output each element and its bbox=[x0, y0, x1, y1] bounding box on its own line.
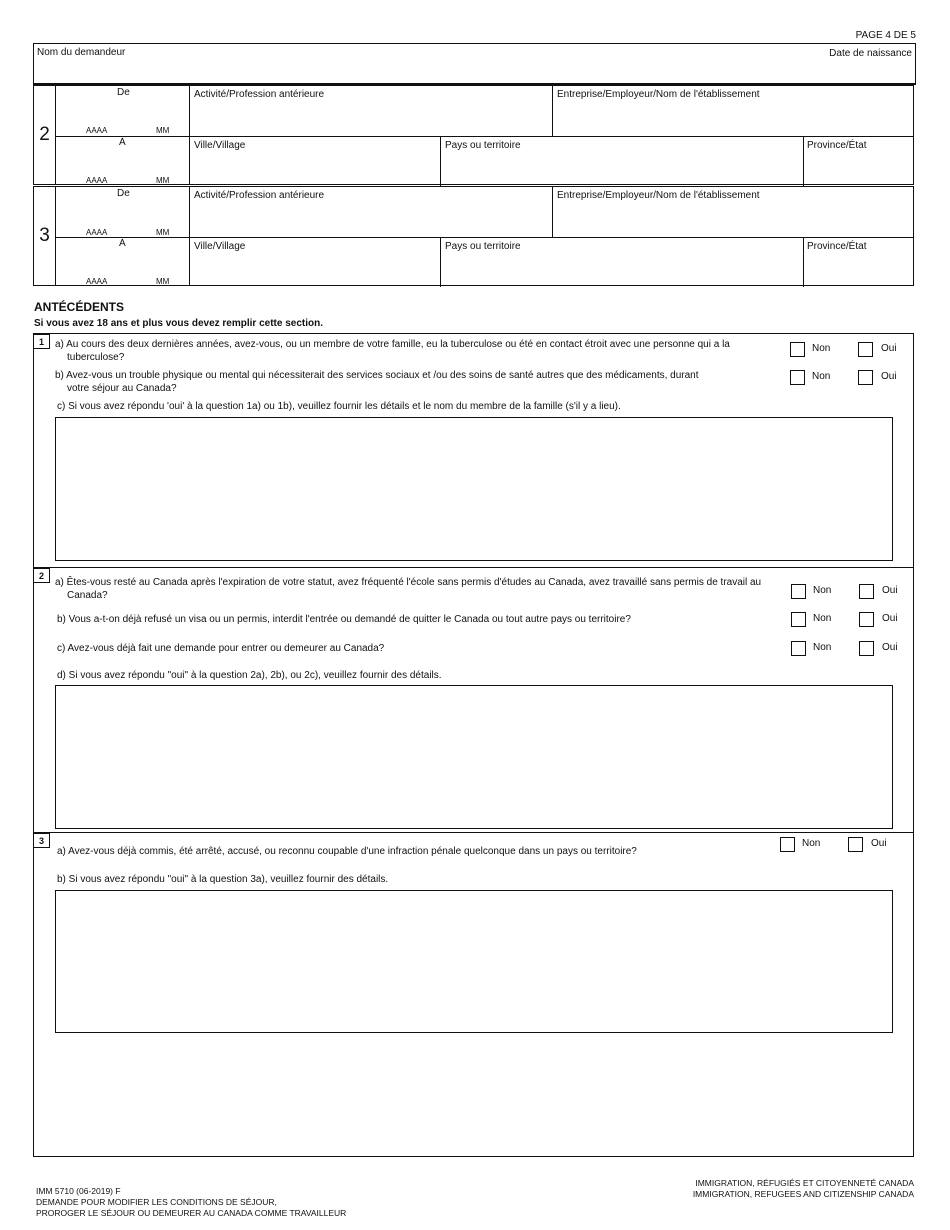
section-title: ANTÉCÉDENTS bbox=[34, 300, 125, 314]
q1b-yes-checkbox[interactable] bbox=[858, 370, 873, 385]
q2-details-textarea[interactable] bbox=[55, 685, 893, 829]
no-label: Non bbox=[802, 838, 821, 849]
yes-label: Oui bbox=[882, 642, 898, 653]
department-fr: IMMIGRATION, RÉFUGIÉS ET CITOYENNETÉ CANADA bbox=[695, 1178, 914, 1188]
form-footer-right bbox=[640, 1178, 914, 1200]
q3a-yes-checkbox[interactable] bbox=[848, 837, 863, 852]
year-label: AAAA bbox=[86, 176, 108, 185]
yes-label: Oui bbox=[871, 838, 887, 849]
from-label: De bbox=[117, 188, 130, 199]
question-2a: a) Êtes-vous resté au Canada après l'expiration de votre statut, avez fréquenté l'école sans permis d'études au Canada, avez travaillé sans permis de travail au bbox=[55, 577, 762, 588]
question-2d: d) Si vous avez répondu "oui" à la question 2a), 2b), ou 2c), veuillez fournir des détails. bbox=[57, 670, 442, 681]
occupation-label: Activité/Profession antérieure bbox=[194, 89, 325, 100]
form-code: IMM 5710 (06-2019) F bbox=[36, 1186, 121, 1196]
occupation-label: Activité/Profession antérieure bbox=[194, 190, 325, 201]
q1a-yes-checkbox[interactable] bbox=[858, 342, 873, 357]
q2a-yes-checkbox[interactable] bbox=[859, 584, 874, 599]
employment-row-3 bbox=[33, 186, 914, 286]
city-label: Ville/Village bbox=[194, 241, 246, 252]
question-1a: a) Au cours des deux dernières années, avez-vous, ou un membre de votre famille, eu la tuberculose ou été en contact étroit avec une personne qui a la bbox=[55, 339, 730, 350]
question-1a-cont: tuberculose? bbox=[67, 352, 125, 363]
from-label: De bbox=[117, 87, 130, 98]
month-label: MM bbox=[156, 126, 170, 135]
date-of-birth-label: Date de naissance bbox=[829, 48, 912, 59]
q2b-no-checkbox[interactable] bbox=[791, 612, 806, 627]
yes-label: Oui bbox=[882, 613, 898, 624]
month-label: MM bbox=[156, 176, 170, 185]
row-number: 2 bbox=[34, 86, 56, 184]
question-3a: a) Avez-vous déjà commis, été arrêté, accusé, ou reconnu coupable d'une infraction pénale quelconque dans un pays ou territoire? bbox=[57, 846, 637, 857]
question-2b: b) Vous a-t-on déjà refusé un visa ou un permis, interdit l'entrée ou demandé de quitter le Canada ou tout autre pays ou territoire? bbox=[57, 614, 631, 625]
to-label: À bbox=[119, 238, 126, 249]
date-range-cell[interactable] bbox=[55, 86, 190, 184]
applicant-header-box[interactable] bbox=[33, 43, 916, 85]
city-label: Ville/Village bbox=[194, 140, 246, 151]
form-title-line-2: PROROGER LE SÉJOUR OU DEMEURER AU CANADA COMME TRAVAILLEUR bbox=[36, 1208, 347, 1218]
question-number: 1 bbox=[34, 334, 50, 349]
no-label: Non bbox=[813, 613, 832, 624]
row-number: 3 bbox=[34, 187, 56, 285]
form-title-line-1: DEMANDE POUR MODIFIER LES CONDITIONS DE SÉJOUR, bbox=[36, 1197, 277, 1207]
background-questions-box bbox=[33, 333, 914, 1157]
q2c-yes-checkbox[interactable] bbox=[859, 641, 874, 656]
month-label: MM bbox=[156, 228, 170, 237]
date-range-cell[interactable] bbox=[55, 187, 190, 285]
no-label: Non bbox=[812, 343, 831, 354]
question-number: 2 bbox=[34, 568, 50, 583]
question-1b-cont: votre séjour au Canada? bbox=[67, 383, 177, 394]
province-label: Province/État bbox=[807, 241, 867, 252]
no-label: Non bbox=[813, 642, 832, 653]
question-3b: b) Si vous avez répondu "oui" à la question 3a), veuillez fournir des détails. bbox=[57, 874, 389, 885]
country-label: Pays ou territoire bbox=[445, 140, 521, 151]
q1-details-textarea[interactable] bbox=[55, 417, 893, 561]
province-label: Province/État bbox=[807, 140, 867, 151]
employer-label: Entreprise/Employeur/Nom de l'établissement bbox=[557, 89, 760, 100]
applicant-name-label: Nom du demandeur bbox=[37, 47, 126, 58]
department-en: IMMIGRATION, REFUGEES AND CITIZENSHIP CANADA bbox=[692, 1189, 914, 1199]
q1a-no-checkbox[interactable] bbox=[790, 342, 805, 357]
form-footer-left bbox=[36, 1186, 346, 1219]
no-label: Non bbox=[812, 371, 831, 382]
yes-label: Oui bbox=[881, 343, 897, 354]
question-1b: b) Avez-vous un trouble physique ou mental qui nécessiterait des services sociaux et /ou des soins de santé autres que des médicaments, durant bbox=[55, 370, 699, 381]
question-1c: c) Si vous avez répondu 'oui' à la question 1a) ou 1b), veuillez fournir les détails et le nom du membre de la famille (s'il y a lieu). bbox=[57, 401, 621, 412]
month-label: MM bbox=[156, 277, 170, 286]
q2c-no-checkbox[interactable] bbox=[791, 641, 806, 656]
page-number: PAGE 4 DE 5 bbox=[855, 30, 916, 41]
employer-label: Entreprise/Employeur/Nom de l'établissement bbox=[557, 190, 760, 201]
q2a-no-checkbox[interactable] bbox=[791, 584, 806, 599]
no-label: Non bbox=[813, 585, 832, 596]
country-label: Pays ou territoire bbox=[445, 241, 521, 252]
year-label: AAAA bbox=[86, 228, 108, 237]
section-subtitle: Si vous avez 18 ans et plus vous devez remplir cette section. bbox=[34, 318, 324, 329]
q3-details-textarea[interactable] bbox=[55, 890, 893, 1033]
yes-label: Oui bbox=[881, 371, 897, 382]
year-label: AAAA bbox=[86, 277, 108, 286]
employment-row-2 bbox=[33, 85, 914, 185]
question-number: 3 bbox=[34, 833, 50, 848]
question-2a-cont: Canada? bbox=[67, 590, 108, 601]
q3a-no-checkbox[interactable] bbox=[780, 837, 795, 852]
year-label: AAAA bbox=[86, 126, 108, 135]
yes-label: Oui bbox=[882, 585, 898, 596]
q2b-yes-checkbox[interactable] bbox=[859, 612, 874, 627]
to-label: À bbox=[119, 137, 126, 148]
q1b-no-checkbox[interactable] bbox=[790, 370, 805, 385]
question-2c: c) Avez-vous déjà fait une demande pour entrer ou demeurer au Canada? bbox=[57, 643, 385, 654]
